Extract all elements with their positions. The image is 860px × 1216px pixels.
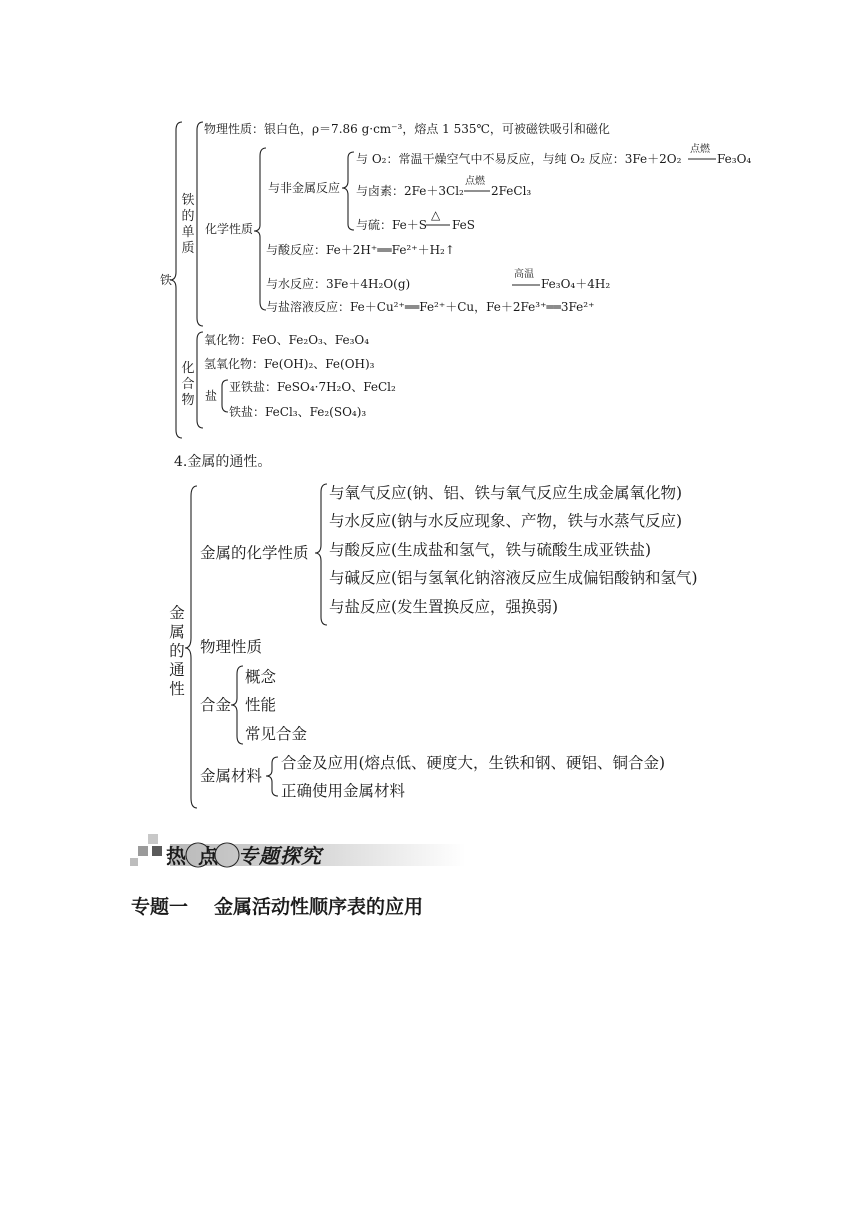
metals-root-char: 性 [169, 680, 185, 698]
materials-label: 金属材料 [200, 767, 263, 785]
metals-root-char: 金 [169, 604, 185, 622]
iron-nonmetal-label: 与非金属反应 [268, 181, 341, 195]
iron-elemental-char: 单 [181, 225, 195, 240]
iron-o2-product: Fe₃O₄ [717, 152, 752, 166]
iron-sulfur-condition: △ [431, 208, 441, 222]
alloy-item: 常见合金 [245, 725, 308, 743]
iron-sulfur-product: FeS [452, 218, 475, 232]
iron-halogen-reaction: 与卤素：2Fe＋3Cl₂ [356, 184, 464, 198]
topic-heading [131, 892, 423, 919]
iron-acid-reaction: 与酸反应：Fe＋2H⁺══Fe²⁺＋H₂↑ [266, 243, 455, 257]
iron-elemental-char: 质 [181, 241, 195, 256]
metals-root-char: 的 [169, 642, 185, 660]
iron-ferrous-salts: 亚铁盐：FeSO₄·7H₂O、FeCl₂ [229, 380, 396, 394]
iron-ferric-salts: 铁盐：FeCl₃、Fe₂(SO₄)₃ [229, 405, 367, 419]
iron-compounds-char: 合 [181, 377, 195, 392]
topic-title: 金属活动性顺序表的应用 [214, 896, 424, 918]
iron-elemental-char: 铁 [181, 193, 195, 208]
iron-halogen-product: 2FeCl₃ [491, 184, 532, 198]
iron-chemical-label: 化学性质 [205, 222, 254, 236]
iron-elemental-char: 的 [181, 209, 195, 224]
metals-chemical-item: 与水反应(钠与水反应现象、产物，铁与水蒸气反应) [329, 512, 683, 530]
iron-compounds-char: 化 [181, 361, 195, 376]
metals-chemical-item: 与盐反应(发生置换反应，强换弱) [329, 598, 559, 616]
metals-physical-label: 物理性质 [200, 638, 263, 656]
alloy-item: 概念 [245, 668, 277, 686]
materials-item: 正确使用金属材料 [281, 782, 406, 800]
iron-water-product: Fe₃O₄＋4H₂ [541, 277, 611, 291]
materials-item: 合金及应用(熔点低、硬度大，生铁和钢、硬铝、铜合金) [281, 754, 666, 772]
iron-sulfur-reaction: 与硫：Fe＋S [356, 218, 427, 232]
metals-chemical-item: 与碱反应(铝与氢氧化钠溶液反应生成偏铝酸钠和氢气) [329, 569, 698, 587]
iron-salt-label: 盐 [205, 389, 218, 403]
topic-explore-label: 专题探究 [238, 844, 322, 868]
metals-chemical-item: 与氧气反应(钠、铝、铁与氧气反应生成金属氧化物) [329, 484, 683, 502]
iron-compounds-char: 物 [181, 393, 195, 408]
metals-root-char: 属 [169, 623, 185, 641]
metals-chemical-label: 金属的化学性质 [200, 544, 309, 562]
metals-chemical-item: 与酸反应(生成盐和氢气，铁与硫酸生成亚铁盐) [329, 541, 652, 559]
hot-topic-banner [166, 840, 322, 869]
iron-physical-properties: 物理性质：银白色，ρ＝7.86 g·cm⁻³，熔点 1 535℃，可被磁铁吸引和磁化 [204, 122, 610, 136]
iron-halogen-condition: 点燃 [465, 176, 485, 187]
iron-hydroxides: 氢氧化物：Fe(OH)₂、Fe(OH)₃ [204, 357, 375, 371]
iron-root-label: 铁 [160, 273, 173, 287]
alloy-item: 性能 [245, 696, 277, 714]
iron-oxides: 氧化物：FeO、Fe₂O₃、Fe₃O₄ [204, 333, 370, 347]
iron-water-reaction: 与水反应：3Fe＋4H₂O(g) [266, 277, 411, 291]
iron-o2-condition: 点燃 [690, 144, 710, 155]
iron-salt-solution-reaction: 与盐溶液反应：Fe＋Cu²⁺══Fe²⁺＋Cu，Fe＋2Fe³⁺══3Fe²⁺ [266, 300, 595, 314]
alloy-label: 合金 [200, 696, 232, 714]
metals-root-char: 通 [169, 661, 185, 679]
iron-water-condition: 高温 [514, 269, 534, 280]
section-4-title: 4.金属的通性。 [174, 454, 272, 470]
topic-number: 专题一 [131, 896, 189, 918]
iron-o2-reaction: 与 O₂：常温干燥空气中不易反应，与纯 O₂ 反应：3Fe＋2O₂ [356, 152, 682, 166]
hot-topic-label: 热点 [166, 844, 230, 868]
